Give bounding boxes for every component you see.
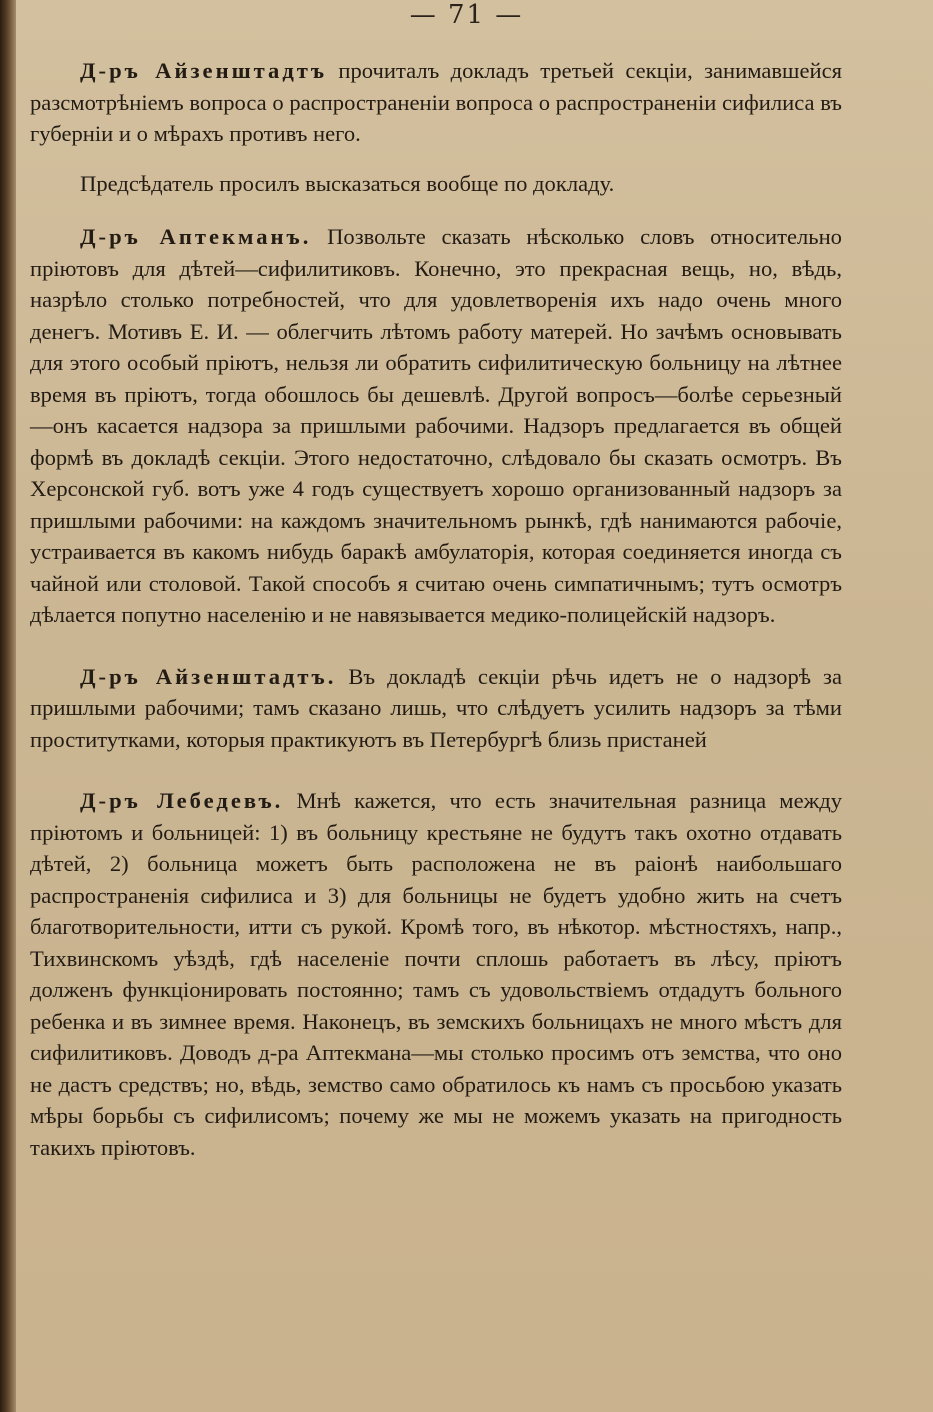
page-number: — 71 —: [409, 0, 524, 30]
speaker-name: Д-ръ Аптекманъ.: [80, 224, 312, 249]
paragraph-text: Предсѣдатель просилъ высказаться вообще по докладу.: [80, 170, 615, 196]
paragraph-4: [30, 661, 842, 756]
paragraph-2: [30, 168, 842, 200]
paragraph-text: Въ докладѣ секціи рѣчь идетъ не о надзорѣ за пришлыми рабочими; тамъ сказано лишь, что слѣдуетъ усилить надзоръ за тѣми проститутками, которыя практикуютъ въ Петербургѣ близь пристаней: [30, 663, 842, 752]
paragraph-3: [30, 221, 842, 631]
book-spine-shadow: [0, 0, 16, 1412]
paragraph-text: прочиталъ докладъ третьей секціи, занимавшейся разсмотрѣніемъ вопроса о распространеніи вопроса о распространеніи сифилиса въ губерніи и о мѣрахъ противъ него.: [30, 58, 842, 146]
page-body: [30, 55, 842, 1163]
speaker-name: Д-ръ Айзенштадтъ: [80, 58, 328, 83]
paragraph-5: [30, 785, 842, 1163]
paragraph-text: Мнѣ кажется, что есть значительная разница между пріютомъ и больницей: 1) въ больницу крестьяне не будутъ такъ охотно отдавать дѣтей, 2) больница можетъ быть расположена не въ раіонѣ наибольшаго распространенія сифилиса и 3) для больницы не будетъ удобно жить на счетъ благотворительности, итти съ рукой. Кромѣ того, въ нѣкотор. мѣстностяхъ, напр., Тихвинскомъ уѣздѣ, гдѣ населеніе почти сплошь работаетъ въ лѣсу, пріютъ долженъ функціонировать постоянно; тамъ съ удовольствіемъ отдадутъ больного ребенка и въ зимнее время. Наконецъ, въ земскихъ больницахъ не много мѣстъ для сифилитиковъ. Доводъ д-ра Аптекмана—мы столько просимъ отъ земства, что оно не дастъ средствъ; но, вѣдь, земство само обратилось къ намъ съ просьбою указать мѣры борьбы съ сифилисомъ; почему же мы не можемъ указать на пригодность такихъ пріютовъ.: [30, 788, 843, 1160]
speaker-name: Д-ръ Лебедевъ.: [80, 788, 284, 813]
paragraph-1: [30, 55, 842, 150]
speaker-name: Д-ръ Айзенштадтъ.: [80, 663, 337, 689]
paragraph-text: Позвольте сказать нѣсколько словъ относительно пріютовъ для дѣтей—сифилитиковъ. Конечно, это прекрасная вещь, но, вѣдь, назрѣло столько потребностей, что для удовлетворенія ихъ надо очень много денегъ. Мотивъ Е. И. — облегчить лѣтомъ работу матерей. Но зачѣмъ основывать для этого особый пріютъ, нельзя ли обратить сифилитическую больницу на лѣтнее время въ пріютъ, тогда обошлось бы дешевлѣ. Другой вопросъ—болѣе серьезный—онъ касается надзора за пришлыми рабочими. Надзоръ предлагается въ общей формѣ въ докладѣ секціи. Этого недостаточно, слѣдовало бы сказать осмотръ. Въ Херсонской губ. вотъ уже 4 годъ существуетъ хорошо организованный надзоръ за пришлыми рабочими: на каждомъ значительномъ рынкѣ, гдѣ нанимаются рабочіе, устраивается въ какомъ нибудь баракѣ амбулаторія, которая соединяется иногда съ чайной или столовой. Такой способъ я считаю очень симпатичнымъ; тутъ осмотръ дѣлается попутно населенію и не навязывается медико-полицейскій надзоръ.: [30, 224, 842, 627]
